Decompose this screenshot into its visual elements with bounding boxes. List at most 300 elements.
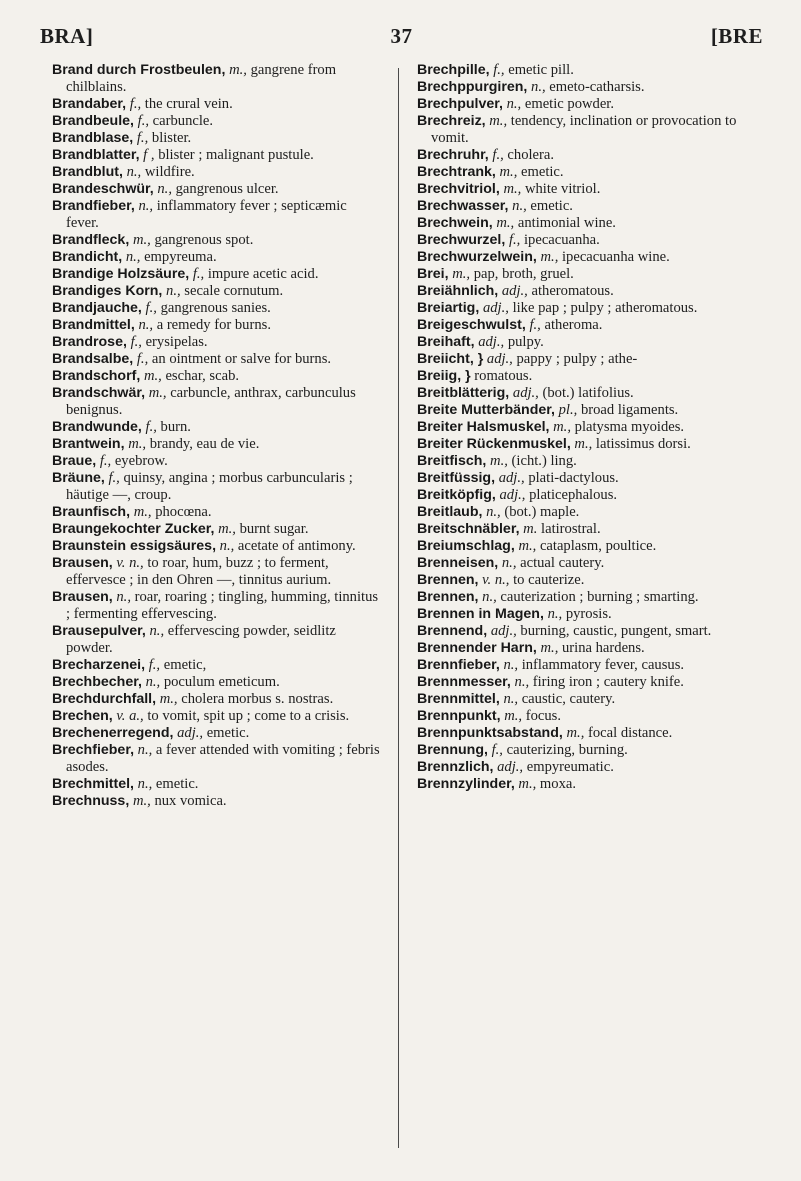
entry-headword: Breiig, } xyxy=(417,368,471,384)
entry-headword: Breiartig, xyxy=(417,300,480,316)
entry-headword: Brennen in Magen, xyxy=(417,606,544,622)
entry-grammar: m., xyxy=(452,266,471,282)
dictionary-entry xyxy=(417,113,757,147)
entry-definition: platysma myoides. xyxy=(574,419,685,435)
dictionary-entry xyxy=(52,266,380,283)
entry-grammar: n., xyxy=(503,657,519,673)
entry-definition: ipecacuanha. xyxy=(523,232,600,248)
entry-headword: Brennend, xyxy=(417,623,488,639)
entry-headword: Brennpunktsabstand, xyxy=(417,725,563,741)
entry-grammar: pl., xyxy=(558,402,578,418)
entry-definition: empyreumatic. xyxy=(526,759,614,775)
dictionary-entry xyxy=(417,674,757,691)
entry-headword: Brennpunkt, xyxy=(417,708,501,724)
entry-definition: to cauterize. xyxy=(513,572,585,588)
entry-definition: phocœna. xyxy=(155,504,212,520)
entry-grammar: n., xyxy=(126,164,142,180)
dictionary-entry xyxy=(52,198,380,232)
entry-headword: Breiter Rückenmuskel, xyxy=(417,436,571,452)
dictionary-entry xyxy=(52,708,380,725)
dictionary-entry xyxy=(52,232,380,249)
entry-headword: Brechmittel, xyxy=(52,776,134,792)
entry-definition: carbuncle, anthrax, carbunculus benignus. xyxy=(66,385,356,418)
entry-definition: emetic. xyxy=(521,164,564,180)
entry-definition: (icht.) ling. xyxy=(511,453,577,469)
entry-grammar: f., xyxy=(529,317,541,333)
dictionary-entry xyxy=(52,249,380,266)
dictionary-entry xyxy=(417,691,757,708)
entry-grammar: f., xyxy=(130,334,142,350)
entry-grammar: n., xyxy=(512,198,527,214)
entry-headword: Brandaber, xyxy=(52,96,127,112)
dictionary-entry xyxy=(52,351,380,368)
dictionary-entry xyxy=(52,793,380,810)
entry-headword: Brennender Harn, xyxy=(417,640,537,656)
dictionary-entry xyxy=(417,759,757,776)
entry-headword: Brandblatter, xyxy=(52,147,140,163)
dictionary-entry xyxy=(417,419,757,436)
dictionary-entry xyxy=(417,436,757,453)
left-column xyxy=(52,62,380,810)
entry-definition: nux vomica. xyxy=(154,793,227,809)
entry-headword: Brechvitriol, xyxy=(417,181,500,197)
entry-definition: emetic pill. xyxy=(508,62,574,78)
entry-headword: Breitköpfig, xyxy=(417,487,496,503)
entry-grammar: m., xyxy=(143,368,162,384)
entry-definition: eyebrow. xyxy=(114,453,168,469)
entry-grammar: f., xyxy=(192,266,205,282)
entry-headword: Braunstein essigsäures, xyxy=(52,538,217,554)
entry-headword: Brausen, xyxy=(52,589,113,605)
entry-grammar: f., xyxy=(145,419,157,435)
entry-definition: latissimus dorsi. xyxy=(595,436,691,452)
entry-headword: Brantwein, xyxy=(52,436,125,452)
column-divider xyxy=(398,68,399,1148)
entry-definition: gangrene from chilblains. xyxy=(66,62,337,95)
dictionary-entry xyxy=(52,453,380,470)
entry-definition: burn. xyxy=(160,419,191,435)
entry-headword: Brechtrank, xyxy=(417,164,496,180)
entry-grammar: adj., xyxy=(499,487,526,503)
entry-grammar: m., xyxy=(503,181,522,197)
entry-definition: brandy, eau de vie. xyxy=(149,436,260,452)
entry-headword: Brennzlich, xyxy=(417,759,494,775)
dictionary-entry xyxy=(52,130,380,147)
entry-grammar: n., xyxy=(531,79,546,95)
entry-definition: secale cornutum. xyxy=(184,283,284,299)
entry-grammar: n., xyxy=(482,589,497,605)
entry-definition: ipecacuanha wine. xyxy=(562,249,670,265)
entry-grammar: m., xyxy=(132,793,151,809)
entry-grammar: f., xyxy=(136,351,149,367)
entry-grammar: f , xyxy=(143,147,155,163)
dictionary-entry xyxy=(417,334,757,351)
entry-grammar: adj., xyxy=(177,725,204,741)
entry-grammar: m., xyxy=(490,453,508,469)
dictionary-entry xyxy=(417,504,757,521)
dictionary-entry xyxy=(52,742,380,776)
entry-headword: Breitfisch, xyxy=(417,453,487,469)
entry-headword: Brechwein, xyxy=(417,215,493,231)
dictionary-entry xyxy=(417,606,757,623)
entry-headword: Brennmittel, xyxy=(417,691,500,707)
entry-headword: Breiter Halsmuskel, xyxy=(417,419,550,435)
entry-headword: Brechwasser, xyxy=(417,198,509,214)
dictionary-entry xyxy=(52,300,380,317)
entry-definition: cataplasm, poultice. xyxy=(539,538,657,554)
entry-headword: Brandjauche, xyxy=(52,300,142,316)
entry-headword: Brennung, xyxy=(417,742,488,758)
entry-grammar: m., xyxy=(148,385,167,401)
entry-definition: carbuncle. xyxy=(152,113,214,129)
dictionary-entry xyxy=(417,742,757,759)
dictionary-entry xyxy=(417,62,757,79)
entry-headword: Breiähnlich, xyxy=(417,283,499,299)
entry-grammar: f., xyxy=(129,96,142,112)
dictionary-entry xyxy=(52,164,380,181)
dictionary-entry xyxy=(417,351,757,368)
entry-grammar: adj., xyxy=(482,300,509,316)
entry-definition: emeto-catharsis. xyxy=(549,79,645,95)
entry-definition: emetic. xyxy=(155,776,199,792)
entry-grammar: f., xyxy=(108,470,120,486)
dictionary-entry xyxy=(417,385,757,402)
entry-definition: burning, caustic, pungent, smart. xyxy=(520,623,712,639)
entry-headword: Brechdurchfall, xyxy=(52,691,157,707)
entry-definition: gangrenous spot. xyxy=(154,232,254,248)
entry-grammar: v. n., xyxy=(482,572,510,588)
entry-headword: Brandsalbe, xyxy=(52,351,134,367)
dictionary-entry xyxy=(52,725,380,742)
entry-headword: Brechruhr, xyxy=(417,147,489,163)
entry-grammar: m., xyxy=(229,62,247,78)
entry-definition: urina hardens. xyxy=(562,640,645,656)
entry-headword: Breiicht, } xyxy=(417,351,484,367)
dictionary-entry xyxy=(52,283,380,300)
entry-headword: Brechwurzel, xyxy=(417,232,506,248)
entry-grammar: m., xyxy=(159,691,178,707)
dictionary-entry xyxy=(52,113,380,130)
entry-grammar: m., xyxy=(540,249,559,265)
entry-headword: Breitlaub, xyxy=(417,504,483,520)
dictionary-entry xyxy=(417,317,757,334)
entry-definition: acetate of antimony. xyxy=(237,538,356,554)
dictionary-entry xyxy=(417,249,757,266)
entry-grammar: m., xyxy=(540,640,559,656)
entry-headword: Brechreiz, xyxy=(417,113,486,129)
dictionary-entry xyxy=(417,657,757,674)
entry-definition: to vomit, spit up ; come to a crisis. xyxy=(147,708,350,724)
header-left-guideword: BRA] xyxy=(40,24,94,48)
dictionary-entry xyxy=(52,147,380,164)
entry-definition: latirostral. xyxy=(541,521,601,537)
entry-headword: Breitfüssig, xyxy=(417,470,496,486)
header-right-guideword: [BRE xyxy=(710,24,763,48)
entry-grammar: n., xyxy=(149,623,165,639)
dictionary-entry xyxy=(52,317,380,334)
entry-definition: gangrenous sanies. xyxy=(160,300,271,316)
entry-headword: Braue, xyxy=(52,453,97,469)
entry-headword: Braungekochter Zucker, xyxy=(52,521,215,537)
entry-grammar: n., xyxy=(514,674,530,690)
entry-definition: (bot.) maple. xyxy=(504,504,580,520)
dictionary-entry xyxy=(52,521,380,538)
entry-definition: burnt sugar. xyxy=(239,521,309,537)
entry-headword: Brandrose, xyxy=(52,334,127,350)
entry-definition: gangrenous ulcer. xyxy=(175,181,279,197)
entry-headword: Brennzylinder, xyxy=(417,776,515,792)
dictionary-entry xyxy=(417,232,757,249)
dictionary-entry xyxy=(417,572,757,589)
dictionary-entry xyxy=(52,385,380,419)
dictionary-entry xyxy=(417,487,757,504)
entry-definition: firing iron ; cautery knife. xyxy=(532,674,684,690)
entry-definition: blister ; malignant pustule. xyxy=(158,147,314,163)
entry-definition: plati-dactylous. xyxy=(528,470,619,486)
entry-grammar: n., xyxy=(157,181,172,197)
entry-definition: emetic, xyxy=(163,657,207,673)
entry-definition: white vitriol. xyxy=(524,181,601,197)
entry-definition: emetic powder. xyxy=(524,96,615,112)
dictionary-entry xyxy=(52,691,380,708)
entry-headword: Brechfieber, xyxy=(52,742,135,758)
entry-headword: Brausepulver, xyxy=(52,623,146,639)
entry-definition: pulpy. xyxy=(507,334,544,350)
entry-grammar: n., xyxy=(138,198,154,214)
entry-headword: Brennen, xyxy=(417,589,479,605)
entry-definition: emetic. xyxy=(206,725,250,741)
entry-grammar: m. xyxy=(523,521,538,537)
entry-grammar: n., xyxy=(166,283,181,299)
entry-grammar: n., xyxy=(137,742,153,758)
entry-grammar: m., xyxy=(566,725,585,741)
entry-grammar: adj., xyxy=(498,470,525,486)
page-number: 37 xyxy=(390,24,413,48)
entry-definition: cauterization ; burning ; smarting. xyxy=(500,589,699,605)
dictionary-entry xyxy=(52,470,380,504)
dictionary-entry xyxy=(52,181,380,198)
entry-definition: empyreuma. xyxy=(144,249,217,265)
entry-definition: atheroma. xyxy=(544,317,603,333)
entry-headword: Brechpulver, xyxy=(417,96,503,112)
entry-definition: blister. xyxy=(151,130,192,146)
dictionary-entry xyxy=(52,62,380,96)
dictionary-entry xyxy=(52,436,380,453)
entry-definition: wildfire. xyxy=(144,164,195,180)
entry-definition: quinsy, angina ; morbus carbuncularis ; häutige —, croup. xyxy=(66,470,353,503)
entry-definition: pyrosis. xyxy=(565,606,612,622)
dictionary-entry xyxy=(417,283,757,300)
entry-definition: poculum emeticum. xyxy=(163,674,280,690)
entry-grammar: f., xyxy=(136,130,149,146)
entry-definition: the crural vein. xyxy=(144,96,233,112)
entry-headword: Breite Mutterbänder, xyxy=(417,402,555,418)
entry-grammar: f., xyxy=(145,300,157,316)
dictionary-entry xyxy=(417,470,757,487)
entry-grammar: m., xyxy=(504,708,523,724)
entry-definition: pappy ; pulpy ; athe- xyxy=(516,351,638,367)
entry-grammar: n., xyxy=(116,589,131,605)
entry-grammar: m., xyxy=(553,419,571,435)
entry-grammar: n., xyxy=(486,504,501,520)
entry-headword: Brandiges Korn, xyxy=(52,283,163,299)
entry-grammar: m., xyxy=(518,776,537,792)
dictionary-entry xyxy=(417,96,757,113)
entry-grammar: m., xyxy=(489,113,508,129)
entry-headword: Brand durch Frostbeulen, xyxy=(52,62,226,78)
entry-grammar: m., xyxy=(518,538,537,554)
entry-definition: romatous. xyxy=(474,368,533,384)
entry-definition: broad ligaments. xyxy=(580,402,679,418)
dictionary-entry xyxy=(417,776,757,793)
dictionary-entry xyxy=(417,521,757,538)
entry-headword: Breitschnäbler, xyxy=(417,521,520,537)
entry-grammar: m., xyxy=(218,521,236,537)
dictionary-entry xyxy=(417,589,757,606)
dictionary-entry xyxy=(52,419,380,436)
entry-headword: Brechenerregend, xyxy=(52,725,174,741)
entry-headword: Breiumschlag, xyxy=(417,538,515,554)
entry-grammar: m., xyxy=(132,232,151,248)
entry-grammar: f., xyxy=(492,147,504,163)
dictionary-entry xyxy=(417,453,757,470)
entry-headword: Brandicht, xyxy=(52,249,123,265)
entry-headword: Brei, xyxy=(417,266,449,282)
entry-definition: cholera. xyxy=(507,147,555,163)
entry-headword: Brechen, xyxy=(52,708,113,724)
entry-grammar: n., xyxy=(547,606,563,622)
dictionary-entry xyxy=(52,334,380,351)
entry-grammar: adj., xyxy=(501,283,528,299)
entry-grammar: adj., xyxy=(512,385,539,401)
entry-grammar: m., xyxy=(133,504,152,520)
dictionary-entry xyxy=(52,504,380,521)
entry-headword: Brandeschwür, xyxy=(52,181,154,197)
entry-headword: Bräune, xyxy=(52,470,105,486)
entry-grammar: m., xyxy=(496,215,515,231)
dictionary-entry xyxy=(417,725,757,742)
entry-headword: Brenneisen, xyxy=(417,555,499,571)
entry-definition: (bot.) latifolius. xyxy=(542,385,634,401)
entry-definition: focus. xyxy=(525,708,561,724)
entry-grammar: m., xyxy=(574,436,593,452)
entry-definition: a remedy for burns. xyxy=(156,317,271,333)
entry-definition: antimonial wine. xyxy=(517,215,616,231)
entry-definition: inflammatory fever, causus. xyxy=(521,657,685,673)
entry-headword: Brandbeule, xyxy=(52,113,134,129)
entry-grammar: n., xyxy=(506,96,522,112)
entry-headword: Brennen, xyxy=(417,572,479,588)
entry-grammar: adj., xyxy=(486,351,513,367)
entry-grammar: adj., xyxy=(490,623,517,639)
entry-definition: effervescing powder, seidlitz powder. xyxy=(66,623,336,656)
entry-headword: Brandblut, xyxy=(52,164,123,180)
entry-headword: Brechppurgiren, xyxy=(417,79,528,95)
entry-grammar: f., xyxy=(148,657,161,673)
entry-headword: Breigeschwulst, xyxy=(417,317,526,333)
dictionary-entry xyxy=(417,708,757,725)
entry-grammar: n., xyxy=(503,691,519,707)
entry-grammar: n., xyxy=(501,555,517,571)
entry-grammar: adj., xyxy=(497,759,524,775)
dictionary-entry xyxy=(52,674,380,691)
dictionary-entry xyxy=(52,368,380,385)
entry-grammar: n., xyxy=(137,776,153,792)
dictionary-entry xyxy=(52,776,380,793)
entry-headword: Brandwunde, xyxy=(52,419,142,435)
entry-definition: a fever attended with vomiting ; febris asodes. xyxy=(66,742,380,775)
dictionary-entry xyxy=(417,164,757,181)
dictionary-entry xyxy=(417,147,757,164)
entry-headword: Brandschwär, xyxy=(52,385,146,401)
entry-definition: actual cautery. xyxy=(520,555,605,571)
entry-grammar: f., xyxy=(99,453,112,469)
entry-definition: cholera morbus s. nostras. xyxy=(181,691,334,707)
entry-headword: Brechnuss, xyxy=(52,793,130,809)
dictionary-entry xyxy=(52,589,380,623)
entry-grammar: f., xyxy=(491,742,503,758)
dictionary-entry xyxy=(52,657,380,674)
dictionary-entry xyxy=(52,555,380,589)
entry-definition: platicephalous. xyxy=(529,487,618,503)
dictionary-entry xyxy=(417,198,757,215)
entry-definition: pap, broth, gruel. xyxy=(473,266,574,282)
right-column xyxy=(417,62,757,793)
entry-headword: Breihaft, xyxy=(417,334,475,350)
entry-grammar: v. n., xyxy=(116,555,144,571)
entry-grammar: m., xyxy=(499,164,518,180)
dictionary-entry xyxy=(417,368,757,385)
entry-definition: roar, roaring ; tingling, humming, tinnitus ; fermenting effervescing. xyxy=(66,589,379,622)
dictionary-entry xyxy=(417,181,757,198)
entry-headword: Braunfisch, xyxy=(52,504,131,520)
running-head xyxy=(40,24,763,52)
entry-definition: tendency, inclination or provocation to vomit. xyxy=(431,113,737,146)
dictionary-entry xyxy=(52,538,380,555)
entry-definition: inflammatory fever ; septicæmic fever. xyxy=(66,198,347,231)
dictionary-entry xyxy=(417,300,757,317)
entry-grammar: v. a., xyxy=(116,708,144,724)
entry-headword: Brecharzenei, xyxy=(52,657,146,673)
entry-definition: erysipelas. xyxy=(145,334,208,350)
dictionary-entry xyxy=(417,555,757,572)
dictionary-entry xyxy=(417,640,757,657)
entry-definition: to roar, hum, buzz ; to ferment, effervesce ; in den Ohren —, tinnitus aurium. xyxy=(66,555,332,588)
entry-headword: Brechbecher, xyxy=(52,674,142,690)
entry-definition: cauterizing, burning. xyxy=(506,742,628,758)
dictionary-entry xyxy=(417,623,757,640)
entry-headword: Brennfieber, xyxy=(417,657,500,673)
entry-grammar: n., xyxy=(138,317,154,333)
entry-definition: focal distance. xyxy=(588,725,673,741)
dictionary-entry xyxy=(417,79,757,96)
dictionary-entry xyxy=(52,623,380,657)
entry-grammar: n., xyxy=(125,249,141,265)
entry-headword: Brandschorf, xyxy=(52,368,141,384)
dictionary-entry xyxy=(417,266,757,283)
entry-headword: Brausen, xyxy=(52,555,113,571)
entry-headword: Brandblase, xyxy=(52,130,134,146)
entry-headword: Brandfleck, xyxy=(52,232,130,248)
entry-definition: atheromatous. xyxy=(531,283,614,299)
entry-headword: Brechwurzelwein, xyxy=(417,249,537,265)
dictionary-entry xyxy=(417,215,757,232)
entry-grammar: m., xyxy=(128,436,147,452)
entry-definition: an ointment or salve for burns. xyxy=(151,351,332,367)
entry-grammar: f., xyxy=(137,113,150,129)
entry-headword: Breitblätterig, xyxy=(417,385,510,401)
entry-grammar: adj., xyxy=(478,334,505,350)
